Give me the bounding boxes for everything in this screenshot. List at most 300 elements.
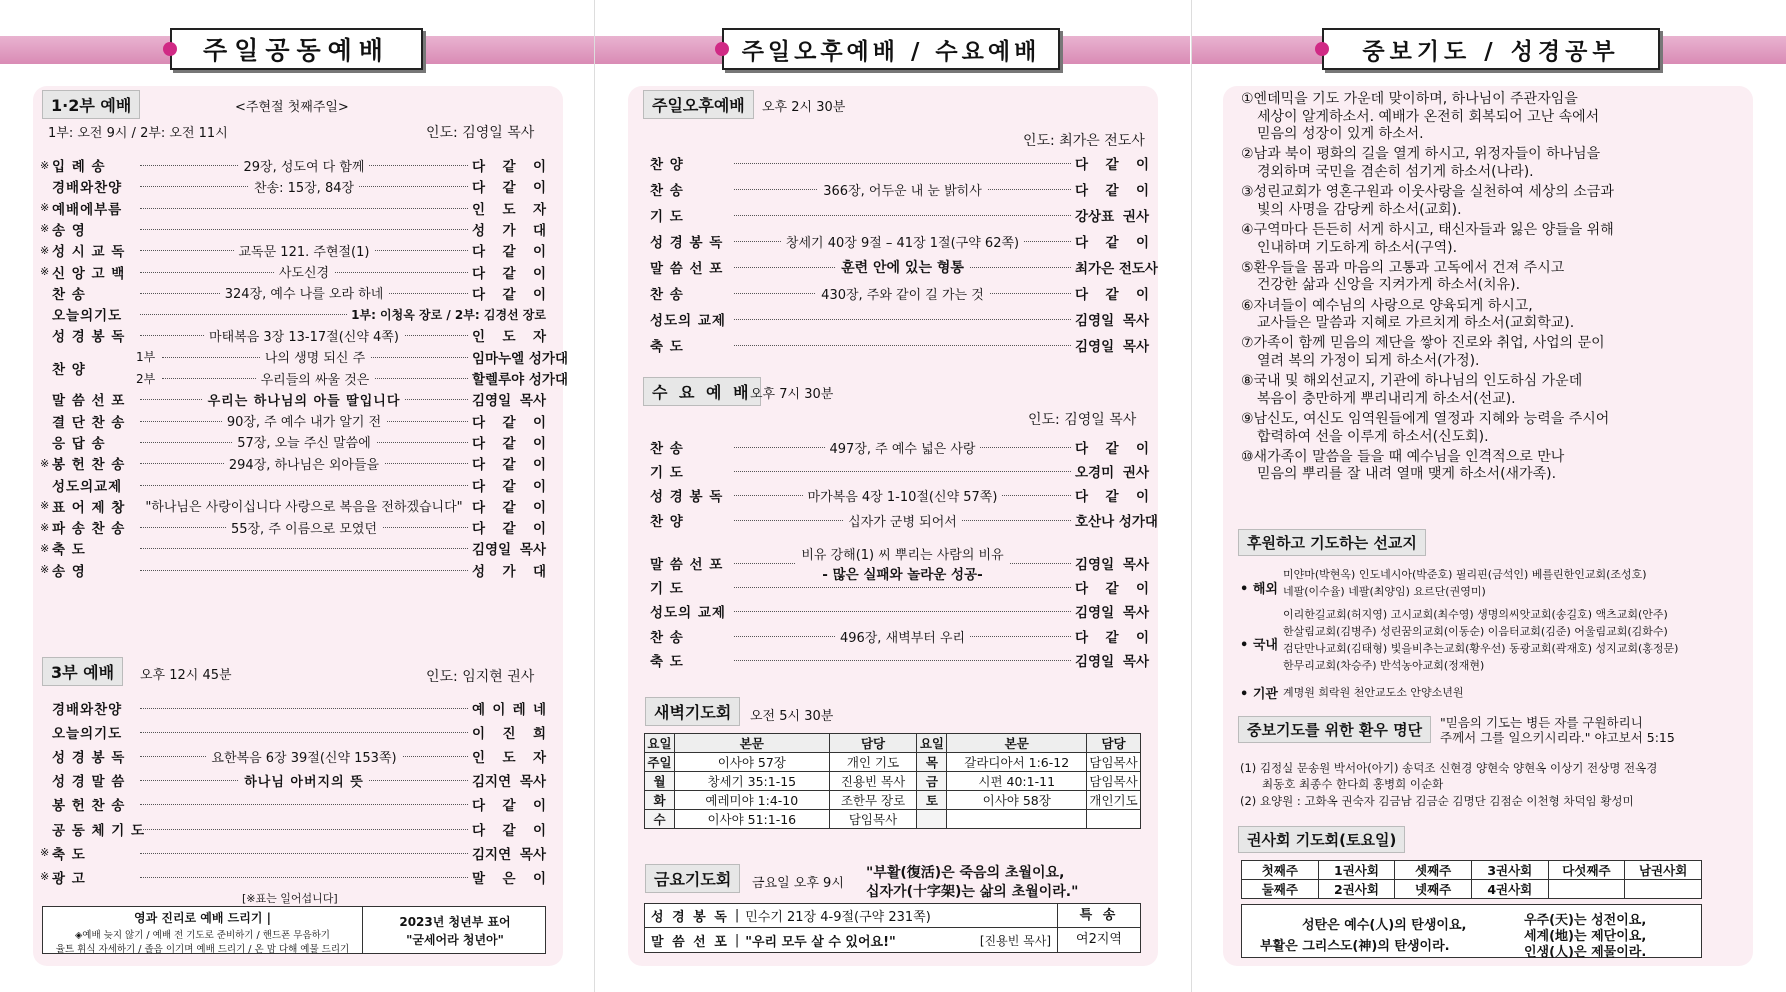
order-person: 다 같 이	[472, 499, 546, 516]
dawn-table-cell: 이사야 51:1-16	[674, 810, 829, 829]
order-person: 임마누엘 성가대	[472, 350, 568, 367]
mission-domestic-label: • 국내	[1240, 638, 1278, 653]
order-leader-dots	[136, 262, 472, 282]
order-leader-dots	[136, 198, 472, 218]
dawn-table-header: 담당	[1087, 734, 1141, 753]
prayer-line: ①엔데믹을 기도 가운데 맞이하며, 하나님이 주관자임을	[1241, 91, 1578, 107]
order-leader-dots	[136, 843, 472, 863]
order-label: 찬 양	[52, 361, 86, 378]
order-row	[650, 309, 1149, 329]
dawn-table-cell: 이사야 58장	[947, 791, 1087, 810]
order-label: 말 씀 선 포	[650, 261, 724, 277]
section-title-3: 3부 예배	[42, 657, 123, 686]
order-row	[650, 205, 1149, 225]
order-person: 인 도 자	[472, 329, 546, 346]
order-label: 송 영	[52, 563, 86, 580]
service3-time: 오후 12시 45분	[140, 668, 232, 683]
prayer-line: 믿음의 성장이 있게 하소서.	[1257, 126, 1424, 142]
order-leader-dots	[730, 601, 1075, 621]
order-leader-dots	[136, 770, 472, 790]
order-leader-dots	[136, 538, 472, 558]
prayer-item	[1241, 373, 1582, 408]
order-leader-dots	[136, 304, 351, 324]
order-leader-dots	[136, 794, 472, 814]
order-leader-dots	[136, 283, 472, 303]
order-leader-dots	[136, 819, 472, 839]
dawn-table-cell: 조한무 장로	[829, 791, 917, 810]
order-person: 다 같 이	[472, 478, 546, 495]
kwon-table-cell: 4권사회	[1471, 880, 1548, 899]
prayer-line: ⑩새가족이 말씀을 들을 때 예수님을 인격적으로 만나	[1241, 448, 1565, 465]
order-content: 366장, 어두운 내 눈 밝히사	[818, 180, 987, 199]
order-content: 497장, 주 예수 넓은 사랑	[825, 438, 981, 457]
dawn-table-cell: 담임목사	[829, 810, 917, 829]
motto-box	[1241, 904, 1702, 958]
motto-3: 우주(天)는 성전이요,	[1524, 913, 1647, 928]
order-person: 성 가 대	[472, 222, 546, 239]
section-title-pm: 주일오후예배	[643, 90, 754, 119]
order-leader-dots	[136, 411, 472, 431]
order-content: 57장, 오늘 주신 말씀에	[232, 432, 376, 451]
prayer-line: ⑥자녀들이 예수님의 사랑으로 양육되게 하시고,	[1241, 297, 1533, 314]
section-title-12: 1·2부 예배	[42, 90, 140, 119]
order-label: 찬 양	[650, 157, 684, 173]
mission-domestic-2: 한살림교회(김병주) 성린꿈의교회(이동순) 이음터교회(김준) 어울림교회(김화수)	[1283, 625, 1668, 638]
order-person: 말 은 이	[472, 870, 546, 887]
order-row	[40, 538, 546, 558]
dawn-table-cell: 수	[645, 810, 675, 829]
order-leader-dots	[730, 485, 1075, 505]
order-person: 김영일 목사	[1075, 557, 1149, 573]
banner-dot	[1315, 42, 1329, 56]
order-leader-dots	[730, 437, 1075, 457]
mission-inst-label: • 기관	[1240, 687, 1278, 702]
order-row	[650, 510, 1158, 530]
standing-note: [※표는 일어섭니다]	[242, 892, 338, 905]
prayer-item	[1241, 298, 1574, 333]
prayer-item	[1241, 146, 1600, 181]
order-leader-dots	[730, 461, 1075, 481]
order-person: 다 같 이	[1075, 581, 1149, 597]
order-row	[40, 240, 546, 260]
order-leader-dots	[136, 517, 472, 537]
order-content: 마태복음 3장 13-17절(신약 4쪽)	[204, 326, 404, 345]
order-row	[40, 722, 546, 742]
order-label: 기 도	[650, 209, 684, 225]
dawn-table-cell	[947, 810, 1087, 829]
sick-quote-2: 주께서 그를 일으키시리라." 야고보서 5:15	[1440, 730, 1675, 745]
order-label: 축 도	[52, 542, 86, 559]
order-label: 성 경 봉 독	[52, 750, 126, 767]
order-content: 29장, 성도여 다 함께	[239, 156, 370, 175]
order-label: 입 례 송	[52, 159, 106, 175]
banner-col1: 주일공동예배	[170, 28, 423, 70]
order-row	[650, 626, 1149, 646]
order-leader-dots	[730, 626, 1075, 646]
worship-guide-line1: ◈예배 늦지 않기 / 예배 전 기도로 준비하기 / 핸드폰 무음하기	[75, 930, 330, 941]
order-leader-dots	[136, 453, 472, 473]
fri-row-2	[645, 928, 1058, 952]
order-leader-dots	[136, 698, 472, 718]
order-person: 다 같 이	[472, 822, 546, 839]
order-label: 오늘의기도	[52, 308, 123, 325]
order-person: 김지연 목사	[472, 774, 546, 791]
order-row	[40, 517, 546, 537]
kwon-table-cell: 둘째주	[1242, 880, 1319, 899]
order-person: 예 이 레 네	[472, 702, 546, 718]
order-person: 다 같 이	[472, 521, 546, 538]
order-row	[40, 746, 546, 766]
kwon-table-cell: 첫째주	[1242, 861, 1319, 880]
order-person: 다 같 이	[1075, 630, 1149, 646]
kwon-table-cell: 3권사회	[1471, 861, 1548, 880]
order-sub-label: 1부	[136, 350, 156, 365]
order-label: 송 영	[52, 222, 86, 239]
order-content: 비유 강해(1) 씨 뿌리는 사람의 비유	[801, 547, 1004, 563]
youth-motto: "굳세어라 청년아"	[406, 933, 504, 947]
mission-domestic-4: 한무리교회(차승주) 반석농아교회(정재현)	[1283, 659, 1485, 672]
dawn-table-cell: 창세기 35:1-15	[674, 772, 829, 791]
order-person: 다 같 이	[1075, 489, 1149, 505]
dawn-table-header: 본문	[947, 734, 1087, 753]
section-title-fri: 금요기도회	[645, 864, 740, 893]
prayer-line: 교사들은 말씀과 지혜로 가르치게 하소서(교회학교).	[1257, 315, 1575, 332]
mission-domestic-3: 검단만나교회(김태형) 빛을비추는교회(황우선) 동광교회(곽재호) 성지교회(홍정문)	[1283, 642, 1679, 655]
order-person: 다 같 이	[1075, 441, 1149, 457]
order-label: 성도의 교제	[650, 313, 726, 329]
order-label: 축 도	[650, 339, 684, 355]
dawn-table-cell	[917, 810, 947, 829]
sick-quote-1: "믿음의 기도는 병든 자를 구원하리니	[1440, 715, 1643, 730]
order-row	[40, 843, 546, 863]
order-label: 경배와찬양	[52, 180, 123, 197]
order-label: 찬 양	[650, 514, 684, 530]
prayer-line: ③성린교회가 영혼구원과 이웃사랑을 실천하여 세상의 소금과	[1241, 184, 1614, 201]
order-person: 김영일 목사	[1075, 313, 1149, 329]
kwon-table-cell: 넷째주	[1395, 880, 1472, 899]
order-person: 최가은 전도사	[1075, 261, 1158, 277]
order-person: 다 같 이	[1075, 183, 1149, 199]
order-label: 찬 송	[650, 287, 684, 303]
kwon-table-cell: 남권사회	[1625, 861, 1702, 880]
order-label: 응 답 송	[52, 435, 106, 452]
order-person: 다 같 이	[472, 159, 546, 175]
order-label: 축 도	[52, 846, 86, 863]
motto-5: 인생(人)은 제물이라.	[1524, 945, 1647, 960]
order-leader-dots	[136, 746, 472, 766]
order-leader-dots	[136, 475, 472, 495]
section-title-kwon: 권사회 기도회(토요일)	[1238, 826, 1405, 853]
order-row	[40, 560, 546, 580]
order-label: 찬 송	[650, 183, 684, 199]
standing-mark: ※	[40, 520, 50, 534]
standing-mark: ※	[40, 846, 50, 860]
prayer-line: ⑤환우들을 몸과 마음의 고통과 고독에서 건져 주시고	[1241, 259, 1565, 276]
order-content: 294장, 하나님은 외아들을	[224, 454, 384, 473]
order-row	[650, 437, 1149, 457]
standing-mark: ※	[40, 499, 50, 513]
order-row	[40, 347, 568, 378]
order-label: 성 경 봉 독	[52, 329, 126, 346]
order-person: 다 같 이	[472, 798, 546, 815]
order-label: 말 씀 선 포	[52, 393, 126, 410]
dawn-table-cell: 진용빈 목사	[829, 772, 917, 791]
order-row	[650, 231, 1149, 251]
order-leader-dots	[730, 231, 1075, 251]
order-row	[40, 283, 546, 303]
order-leader-dots	[730, 283, 1075, 303]
order-label: 봉 헌 찬 송	[52, 457, 126, 474]
dawn-table-cell: 예레미야 1:4-10	[674, 791, 829, 810]
motto-2: 부활은 그리스도(神)의 탄생이라.	[1260, 939, 1450, 954]
dawn-table-cell: 개인기도	[1087, 791, 1141, 810]
section-title-dawn: 새벽기도회	[645, 697, 740, 726]
section-title-sick: 중보기도를 위한 환우 명단	[1238, 716, 1431, 743]
order-row	[650, 153, 1149, 173]
order-person: 김영일 목사	[1075, 654, 1149, 670]
order-leader-dots	[158, 368, 472, 388]
order-label: 결 단 찬 송	[52, 414, 126, 431]
order-leader-dots	[730, 650, 1075, 670]
order-label: 공 동 체 기 도	[52, 822, 146, 839]
order-row	[40, 496, 546, 516]
order-label: 파 송 찬 송	[52, 521, 126, 538]
pm-leader: 인도: 최가은 전도사	[1023, 133, 1145, 149]
prayer-line: 합력하여 선을 이루게 하소서(신도회).	[1257, 428, 1489, 445]
order-label: 찬 송	[650, 630, 684, 646]
order-content: 430장, 주와 같이 길 가는 것	[816, 284, 989, 303]
order-label: 광 고	[52, 870, 86, 887]
mission-abroad-label: • 해외	[1240, 582, 1278, 597]
dawn-table-header: 요일	[917, 734, 947, 753]
dawn-table-cell	[1087, 810, 1141, 829]
youth-motto-title: 2023년 청년부 표어	[399, 915, 511, 929]
kwon-schedule-table	[1241, 860, 1702, 899]
order-leader-dots	[136, 325, 472, 345]
fri-row1-sep: |	[734, 908, 740, 923]
banner-dot	[163, 42, 177, 56]
fri-preacher: [진용빈 목사]	[979, 933, 1051, 948]
order-row	[40, 770, 546, 790]
order-label: 축 도	[650, 654, 684, 670]
order-label: 성도의교제	[52, 478, 123, 495]
liturgical-week: <주현절 첫째주일>	[235, 100, 349, 115]
fri-row2-sep: |	[734, 932, 740, 948]
dawn-table-cell: 시편 40:1-11	[947, 772, 1087, 791]
prayer-item	[1241, 91, 1599, 144]
sick-list-1: (1) 김정실 문송원 박서아(아기) 송덕조 신현경 양현숙 양현옥 이상기 전상명 전옥경	[1240, 761, 1658, 775]
order-person: 오경미 권사	[1075, 465, 1149, 481]
order-content: 하나님 아버지의 뜻	[239, 771, 369, 790]
order-row	[650, 179, 1149, 199]
kwon-table-cell: 2권사회	[1318, 880, 1395, 899]
prayer-line: ⑦가족이 함께 믿음의 제단을 쌓아 진로와 취업, 사업의 문이	[1241, 335, 1605, 352]
order-row	[40, 155, 546, 175]
prayer-item	[1241, 184, 1614, 219]
order-leader-dots	[730, 510, 1075, 530]
standing-mark: ※	[40, 870, 50, 884]
kwon-table-cell: 다섯째주	[1548, 861, 1625, 880]
mission-domestic-1: 이리한길교회(허지영) 고시교회(최수영) 생명의씨앗교회(송길호) 액츠교회(안주)	[1283, 608, 1668, 621]
order-label: 표 어 제 창	[52, 499, 126, 516]
order-row	[40, 411, 546, 431]
fri-special-label: 특 송	[1058, 904, 1140, 928]
order-person: 인 도 자	[472, 201, 546, 218]
order-person: 이 진 희	[472, 726, 546, 743]
mission-inst-1: 계명원 희락원 천안교도소 안양소년원	[1283, 686, 1464, 699]
order-row	[650, 257, 1158, 277]
fri-row1-label: 성 경 봉 독	[651, 910, 729, 925]
order-row	[650, 283, 1149, 303]
standing-mark: ※	[40, 222, 50, 236]
prayer-line: ②남과 북이 평화의 길을 열게 하시고, 위정자들이 하나님을	[1241, 146, 1601, 163]
order-content: 나의 생명 되신 주	[260, 347, 370, 366]
order-leader-dots	[730, 335, 1075, 355]
kwon-table-cell	[1625, 880, 1702, 899]
service-times: 1부: 오전 9시 / 2부: 오전 11시	[48, 126, 228, 141]
worship-guide-title: 영과 진리로 예배 드리기 |	[133, 911, 271, 925]
prayer-item	[1241, 411, 1609, 446]
dawn-table-cell: 월	[645, 772, 675, 791]
fri-time: 금요일 오후 9시	[752, 876, 844, 891]
banner-col2: 주일오후예배 / 수요예배	[722, 28, 1060, 70]
order-person: 다 같 이	[472, 244, 546, 261]
order-row	[40, 176, 546, 196]
order-person: 김영일 목사	[1075, 339, 1149, 355]
order-person: 김영일 목사	[472, 542, 546, 559]
order-sub-label: 2부	[136, 371, 156, 386]
prayer-line: ⑧국내 및 해외선교지, 기관에 하나님의 인도하심 가운데	[1241, 373, 1583, 390]
pm-time: 오후 2시 30분	[762, 100, 846, 115]
order-person: 인 도 자	[472, 750, 546, 767]
order-content: 324장, 예수 나를 오라 하네	[220, 283, 389, 302]
dawn-table-header: 담당	[829, 734, 917, 753]
order-content: "하나님은 사랑이십니다 사랑으로 복음을 전하겠습니다"	[140, 496, 467, 515]
order-row	[40, 389, 546, 409]
order-row	[650, 335, 1149, 355]
order-person: 김영일 목사	[472, 393, 546, 410]
order-label: 성 경 봉 독	[650, 235, 724, 251]
motto-1: 성탄은 예수(人)의 탄생이요,	[1302, 918, 1467, 933]
order-leader-dots	[136, 496, 472, 516]
order-row	[40, 475, 546, 495]
order-row	[40, 794, 546, 814]
dawn-schedule-table	[644, 733, 1141, 829]
dawn-table-cell: 갈라디아서 1:6-12	[947, 753, 1087, 772]
prayer-item	[1241, 222, 1614, 257]
mission-abroad-2: 네팔(이수율) 네팔(최양임) 요르단(권영미)	[1283, 585, 1486, 598]
worship-guide-line2: 율트 휘식 자세하기 / 졸음 이기며 예배 드리기 / 온 맘 다해 예물 드리기	[55, 944, 350, 955]
order-row	[650, 485, 1149, 505]
fri-row2-content: "우리 모두 살 수 있어요!"	[745, 934, 896, 950]
order-label: 경배와찬양	[52, 702, 123, 718]
order-leader-dots	[136, 240, 472, 260]
section-title-wed: 수 요 예 배	[643, 377, 761, 406]
order-row	[40, 368, 568, 388]
order-row	[40, 867, 546, 887]
prayer-item	[1241, 335, 1605, 370]
prayer-line: 경외하며 국민을 겸손히 섬기게 하소서(나라).	[1257, 163, 1534, 180]
wed-leader: 인도: 김영일 목사	[1028, 412, 1137, 428]
order-row	[40, 262, 546, 282]
order-content: 십자가 군병 되어서	[843, 511, 962, 530]
order-leader-dots	[730, 153, 1075, 173]
order-label: 찬 송	[650, 441, 684, 457]
dawn-table-cell: 담임목사	[1087, 753, 1141, 772]
section-title-mission: 후원하고 기도하는 선교지	[1238, 529, 1426, 556]
prayer-line: ④구역마다 든든히 서게 하시고, 태신자들과 잃은 양들을 위해	[1241, 222, 1614, 238]
order-leader-dots	[730, 577, 1075, 597]
order-leader-dots	[136, 722, 472, 742]
dawn-table-header: 요일	[645, 734, 675, 753]
order-row	[40, 819, 546, 839]
order-content: 교독문 121. 주현절(1)	[234, 241, 375, 260]
order-label: 예배에부름	[52, 201, 123, 218]
order-label: 봉 헌 찬 송	[52, 798, 126, 815]
order-person: 강상표 권사	[1075, 209, 1149, 225]
order-content: 55장, 주 이름으로 모였던	[226, 518, 382, 537]
order-person: 다 같 이	[472, 265, 546, 282]
order-leader-dots	[730, 309, 1075, 329]
order-person: 할렐루야 성가대	[472, 372, 568, 388]
prayer-line: 인내하며 기도하게 하소서(구역).	[1257, 239, 1458, 256]
order-person: 다 같 이	[1075, 157, 1149, 173]
kwon-table-cell: 1권사회	[1318, 861, 1395, 880]
order-content: 창세기 40장 9절 – 41장 1절(구약 62쪽)	[781, 232, 1024, 251]
order-person: 다 같 이	[472, 457, 546, 474]
dawn-table-cell: 이사야 57장	[674, 753, 829, 772]
order-label: 찬 송	[52, 286, 86, 303]
order-leader-dots	[136, 560, 472, 580]
standing-mark: ※	[40, 201, 50, 215]
order-leader-dots	[136, 432, 472, 452]
order-content: 사도신경	[274, 262, 334, 281]
order-label: 오늘의기도	[52, 726, 123, 743]
standing-mark: ※	[40, 456, 50, 470]
order-row	[650, 650, 1149, 670]
dawn-table-cell: 개인 기도	[829, 753, 917, 772]
order-label: 말 씀 선 포	[650, 557, 724, 573]
dawn-table-cell: 토	[917, 791, 947, 810]
standing-mark: ※	[40, 243, 50, 257]
order-person: 다 같 이	[472, 414, 546, 431]
prayer-line: 복음이 충만하게 뿌리내리게 하소서(선교).	[1257, 390, 1516, 407]
dawn-time: 오전 5시 30분	[750, 709, 834, 724]
dawn-table-cell: 담임목사	[1087, 772, 1141, 791]
order-row	[40, 698, 546, 718]
order-leader-dots	[136, 867, 472, 887]
sermon-subtitle: - 많은 실패와 놀라운 성공-	[822, 566, 983, 583]
prayer-line: 빛의 사명을 감당케 하소서(교회).	[1257, 201, 1462, 218]
dawn-table-cell: 화	[645, 791, 675, 810]
order-label: 기 도	[650, 581, 684, 597]
worship-guide-left	[43, 907, 363, 953]
prayer-line: ⑨남신도, 여신도 임역원들에게 열정과 지혜와 능력을 주시어	[1241, 411, 1610, 427]
prayer-line: 열려 복의 가정이 되게 하소서(가정).	[1257, 352, 1480, 369]
order-label: 성 시 교 독	[52, 244, 126, 261]
sick-list-2: (2) 요양원 : 고화옥 권숙자 김금남 김금순 김명단 김점순 이천형 차덕임 황성미	[1240, 794, 1634, 808]
order-label: 성도의 교제	[650, 605, 726, 621]
sick-list-1b: 최동호 최종수 한다희 홍병희 이순화	[1262, 777, 1444, 791]
order-leader-dots	[730, 205, 1075, 225]
kwon-table-cell	[1548, 880, 1625, 899]
dawn-table-header: 본문	[674, 734, 829, 753]
order-person: 호산나 성가대	[1075, 514, 1158, 530]
order-leader-dots	[136, 389, 472, 409]
order-content: 마가복음 4장 1-10절(신약 57쪽)	[803, 486, 1003, 505]
standing-mark: ※	[40, 265, 50, 278]
prayer-item	[1241, 449, 1564, 484]
